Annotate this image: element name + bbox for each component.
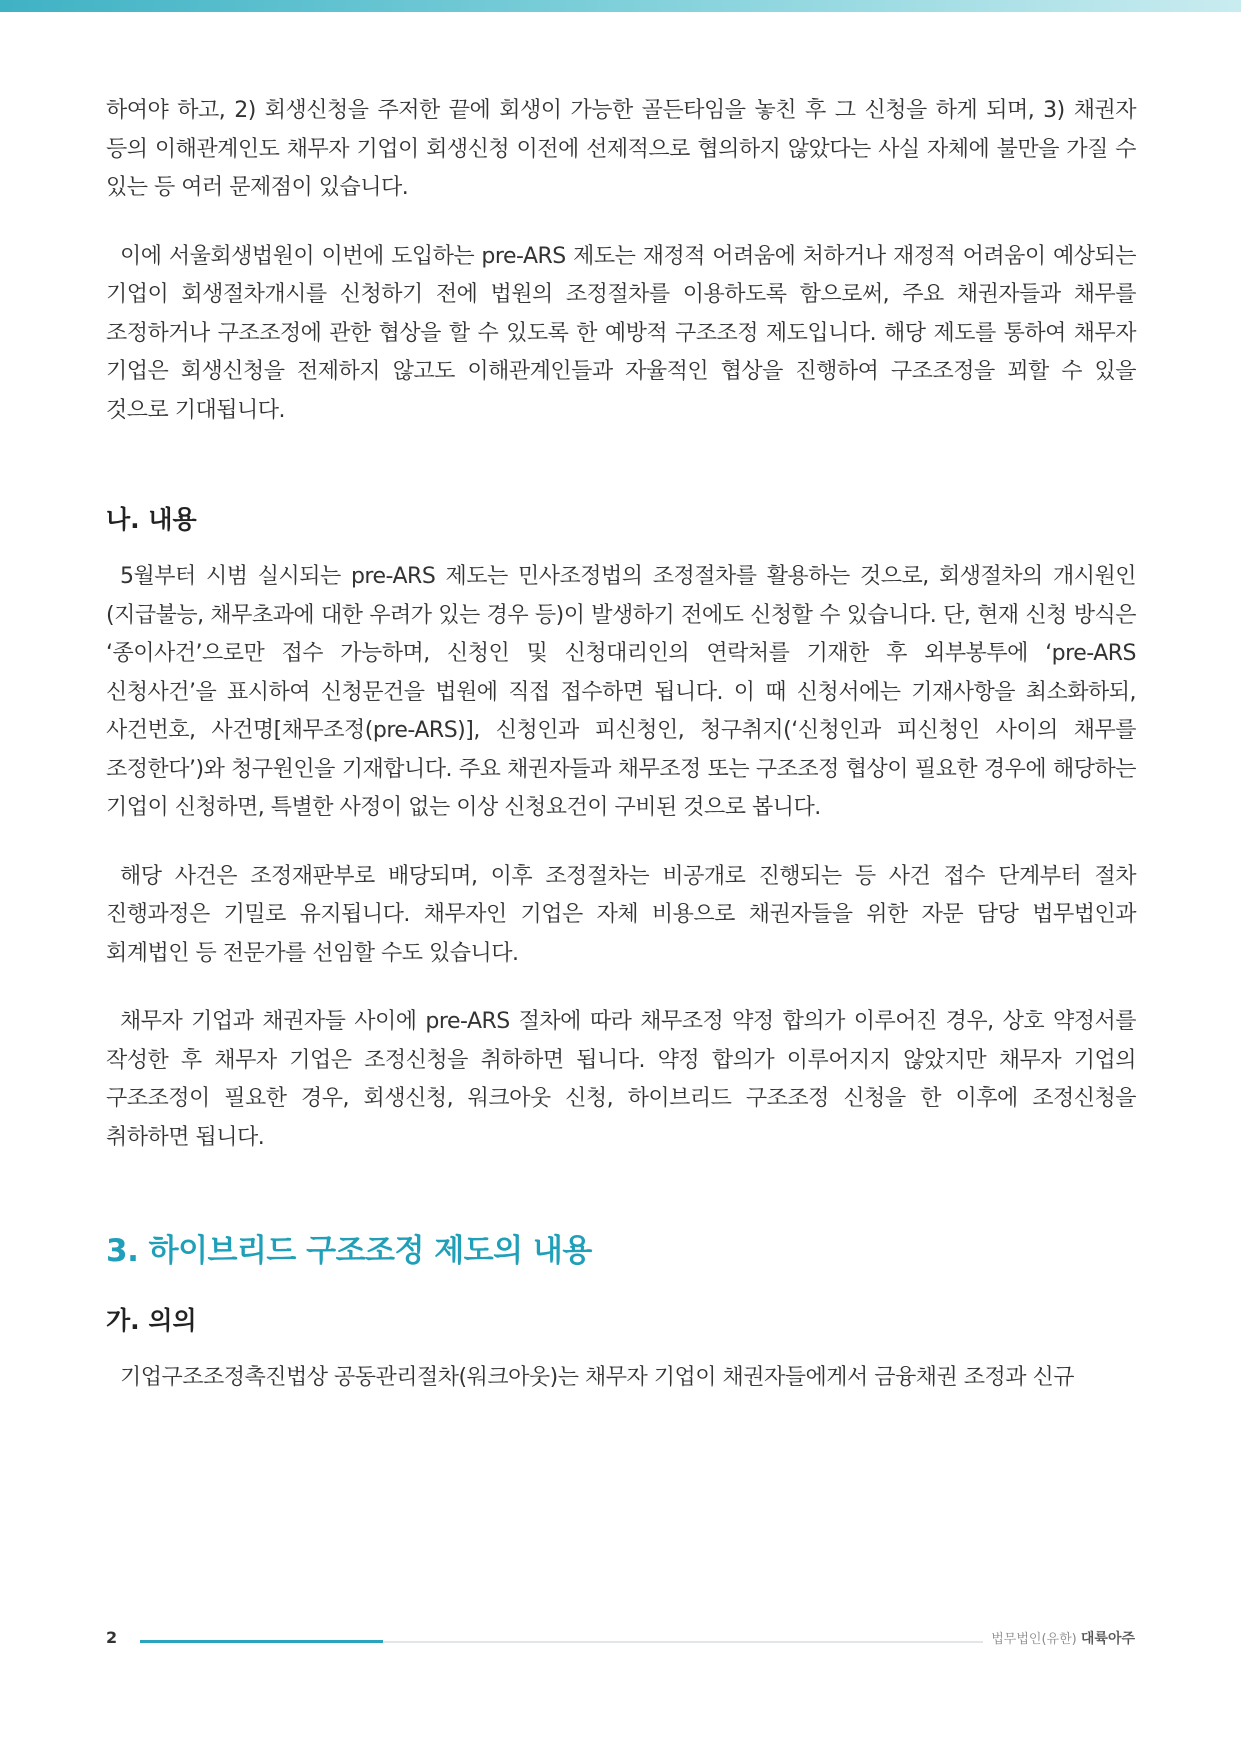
section-heading-hybrid: 3. 하이브리드 구조조정 제도의 내용 [106,1233,592,1269]
subheading-content: 나. 내용 [106,505,197,534]
top-accent-band [0,0,1241,12]
paragraph-problems: 하여야 하고, 2) 회생신청을 주저한 끝에 회생이 가능한 골든타임을 놓친 후 그 신청을 하게 되며, 3) 채권자 등의 이해관계인도 채무자 기업이 회생신청 이전에 선제적으로 협의하지 않았다는 사실 자체에 불만을 가질 수 있는 등 여러 문제점이 있습니다. [106,98,1136,200]
document-body [106,92,1136,1428]
subheading-meaning: 가. 의의 [106,1306,197,1335]
footer-rule-accent [140,1640,383,1643]
paragraph-settlement: 채무자 기업과 채권자들 사이에 pre-ARS 절차에 따라 채무조정 약정 합의가 이루어진 경우, 상호 약정서를 작성한 후 채무자 기업은 조정신청을 취하하면 됩니다. 약정 합의가 이루어지지 않았지만 채무자 기업의 구조조정이 필요한 경우, 회생신청, 워크아웃 신청, 하이브리드 구조조정 신청을 한 이후에 조정신청을 취하하면 됩니다. [106,1009,1136,1150]
page-footer [0,1626,1241,1656]
firm-brand: 대륙아주 [1080,1631,1135,1647]
page-number: 2 [106,1628,118,1647]
paragraph-case-assignment: 해당 사건은 조정재판부로 배당되며, 이후 조정절차는 비공개로 진행되는 등 사건 접수 단계부터 절차 진행과정은 기밀로 유지됩니다. 채무자인 기업은 자체 비용으로 채권자들을 위한 자문 담당 법무법인과 회계법인 등 전문가를 선임할 수도 있습니다. [106,863,1136,966]
paragraph-workout: 기업구조조정촉진법상 공동관리절차(워크아웃)는 채무자 기업이 채권자들에게서 금융채권 조정과 신규 [120,1365,1074,1390]
firm-prefix: 법무법인(유한) [991,1632,1077,1647]
paragraph-pre-ars-content: 5월부터 시범 실시되는 pre-ARS 제도는 민사조정법의 조정절차를 활용하는 것으로, 회생절차의 개시원인(지급불능, 채무초과에 대한 우려가 있는 경우 등)이 발생하기 전에도 신청할 수 있습니다. 단, 현재 신청 방식은 ‘종이사건’으로만 접수 가능하며, 신청인 및 신청대리인의 연락처를 기재한 후 외부봉투에 ‘pre-ARS 신청사건’을 표시하여 신청문건을 법원에 직접 접수하면 됩니다. 이 때 신청서에는 기재사항을 최소화하되, 사건번호, 사건명[채무조정(pre-ARS)], 신청인과 피신청인, 청구취지(‘신청인과 피신청인 사이의 채무를 조정한다’)와 청구원인을 기재합니다. 주요 채권자들과 채무조정 또는 구조조정 협상이 필요한 경우에 해당하는 기업이 신청하면, 특별한 사정이 없는 이상 신청요건이 구비된 것으로 봅니다. [106,564,1136,820]
firm-name [991,1628,1135,1651]
paragraph-pre-ars-intro: 이에 서울회생법원이 이번에 도입하는 pre-ARS 제도는 재정적 어려움에 처하거나 재정적 어려움이 예상되는 기업이 회생절차개시를 신청하기 전에 법원의 조정절차를 이용하도록 함으로써, 주요 채권자들과 채무를 조정하거나 구조조정에 관한 협상을 할 수 있도록 한 예방적 구조조정 제도입니다. 해당 제도를 통하여 채무자 기업은 회생신청을 전제하지 않고도 이해관계인들과 자율적인 협상을 진행하여 구조조정을 꾀할 수 있을 것으로 기대됩니다. [106,243,1136,423]
